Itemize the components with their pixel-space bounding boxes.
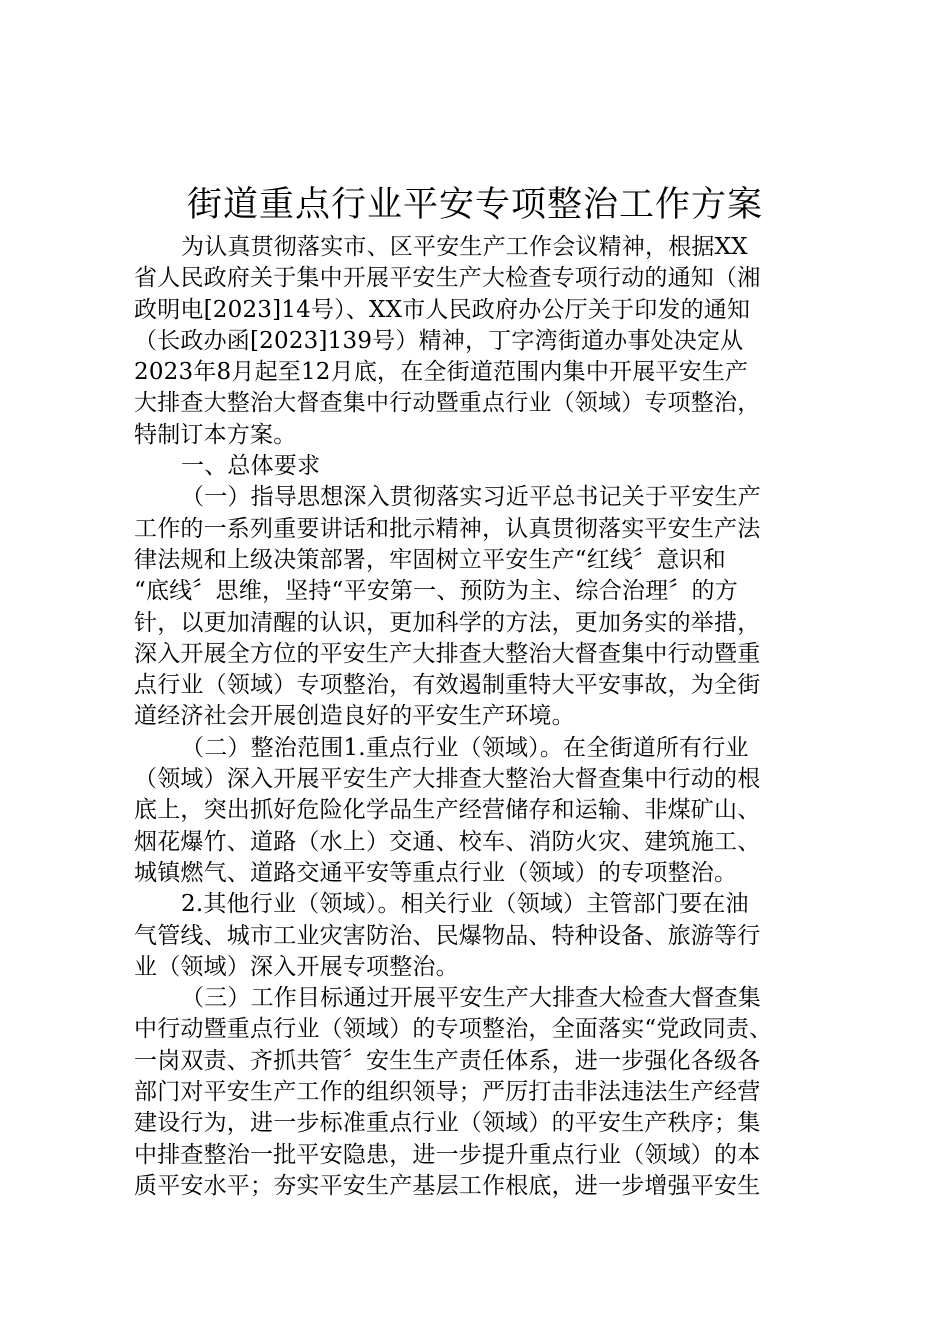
- paragraph-line: 城镇燃气、道路交通平安等重点行业（领域）的专项整治。: [134, 859, 738, 886]
- document-body: [134, 232, 834, 1202]
- paragraph-line: 中排查整治一批平安隐患，进一步提升重点行业（领域）的本: [134, 1141, 761, 1168]
- paragraph-line: 政明电[2023]14号）、XX市人民政府办公厅关于印发的通知: [134, 296, 751, 323]
- paragraph-line: 律法规和上级决策部署，牢固树立平安生产“红线〞意识和: [134, 546, 726, 573]
- paragraph-line: 质平安水平；夯实平安生产基层工作根底，进一步增强平安生: [134, 1172, 761, 1199]
- paragraph-line: 一岗双责、齐抓共管〞安生生产责任体系，进一步强化各级各: [134, 1047, 761, 1074]
- paragraph-line: （一）指导思想深入贯彻落实习近平总书记关于平安生产: [181, 484, 761, 511]
- paragraph-line: 为认真贯彻落实市、区平安生产工作会议精神，根据XX: [181, 234, 748, 260]
- paragraph-line: 底上，突出抓好危险化学品生产经营储存和运输、非煤矿山、: [134, 797, 761, 824]
- paragraph-line: 点行业（领域）专项整治，有效遏制重特大平安事故，为全街: [134, 672, 761, 699]
- paragraph-line: 省人民政府关于集中开展平安生产大检查专项行动的通知（湘: [134, 265, 761, 292]
- document-title: 街道重点行业平安专项整治工作方案: [186, 185, 763, 225]
- paragraph-line: 2023年8月起至12月底，在全街道范围内集中开展平安生产: [134, 359, 749, 386]
- paragraph-line: 道经济社会开展创造良好的平安生产环境。: [134, 703, 575, 730]
- paragraph-line: （二）整治范围1.重点行业（领域）。在全街道所有行业: [181, 734, 749, 761]
- paragraph-line: （长政办函[2023]139号）精神，丁字湾街道办事处决定从: [134, 327, 744, 354]
- section-heading: 一、总体要求: [181, 453, 321, 480]
- paragraph-line: 烟花爆竹、道路（水上）交通、校车、消防火灾、建筑施工、: [134, 828, 761, 855]
- paragraph-line: 大排查大整治大督查集中行动暨重点行业（领域）专项整治，: [134, 390, 761, 417]
- paragraph-line: 特制订本方案。: [134, 421, 297, 448]
- paragraph-line: 业（领域）深入开展专项整治。: [134, 953, 459, 980]
- paragraph-line: （领域）深入开展平安生产大排查大整治大督查集中行动的根: [134, 766, 761, 793]
- paragraph-line: 针，以更加清醒的认识，更加科学的方法，更加务实的举措，: [134, 609, 761, 636]
- paragraph-line: 部门对平安生产工作的组织领导；严厉打击非法违法生产经营: [134, 1079, 761, 1106]
- paragraph-line: 中行动暨重点行业（领域）的专项整治，全面落实“党政同责、: [134, 1016, 773, 1043]
- paragraph-line: 气管线、城市工业灾害防治、民爆物品、特种设备、旅游等行: [134, 922, 761, 949]
- paragraph-line: 建设行为，进一步标准重点行业（领域）的平安生产秩序；集: [134, 1110, 761, 1137]
- paragraph-line: 2.其他行业（领域）。相关行业（领域）主管部门要在油: [181, 891, 749, 918]
- paragraph-line: 工作的一系列重要讲话和批示精神，认真贯彻落实平安生产法: [134, 515, 761, 542]
- paragraph-line: “底线〞思维，坚持“平安第一、预防为主、综合治理〞的方: [134, 578, 738, 605]
- paragraph-line: （三）工作目标通过开展平安生产大排查大检查大督查集: [181, 985, 761, 1012]
- paragraph-line: 深入开展全方位的平安生产大排查大整治大督查集中行动暨重: [134, 640, 761, 667]
